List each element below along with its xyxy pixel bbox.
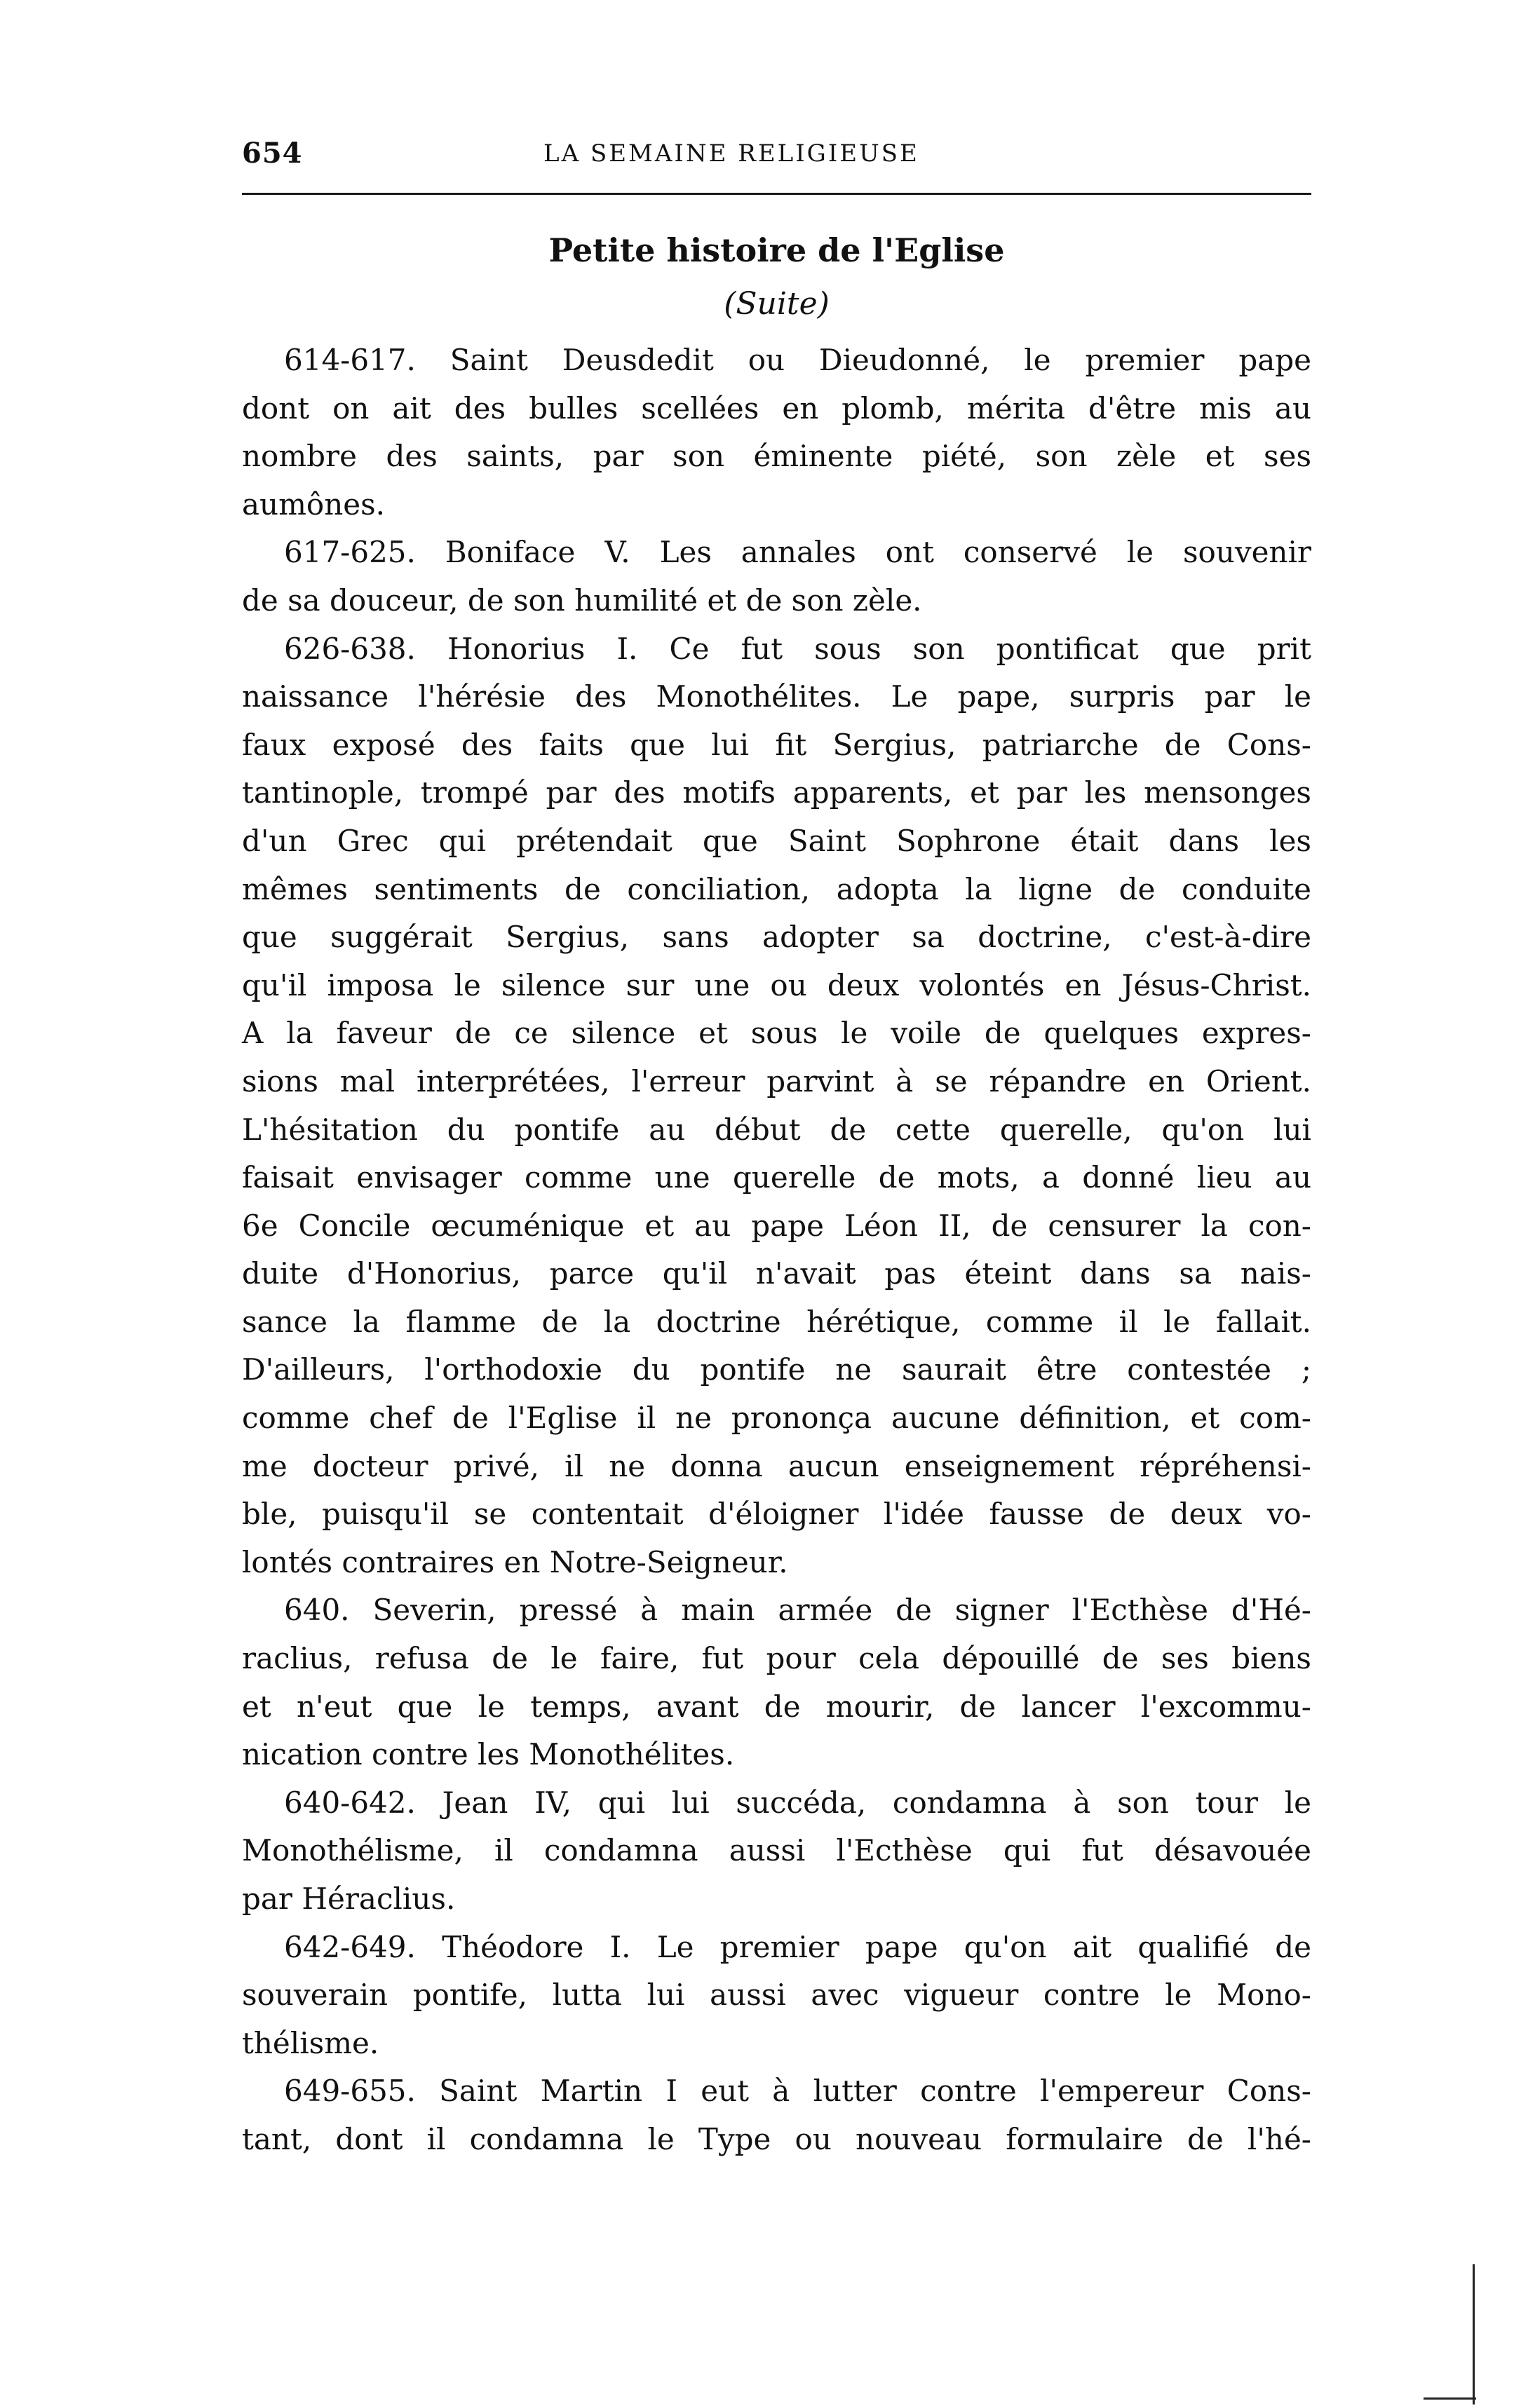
- scan-artifact-mark: [1473, 2264, 1475, 2404]
- text-line: par Héraclius.: [242, 1882, 456, 1916]
- text-line: D'ailleurs, l'orthodoxie du pontife ne saurait être contestée ;: [242, 1352, 1311, 1387]
- page-number: 654: [242, 137, 303, 170]
- text-line: que suggérait Sergius, sans adopter sa doctrine, c'est-à-dire: [242, 920, 1311, 955]
- text-line: raclius, refusa de le faire, fut pour cela dépouillé de ses biens: [242, 1641, 1311, 1676]
- text-line: 642-649. Théodore I. Le premier pape qu'on ait qualifié de: [284, 1929, 1311, 1964]
- body-text: [242, 336, 1311, 2164]
- text-line: ble, puisqu'il se contentait d'éloigner l'idée fausse de deux vo-: [242, 1497, 1311, 1532]
- text-line: dont on ait des bulles scellées en plomb, mérita d'être mis au: [242, 390, 1311, 426]
- text-line: 640-642. Jean IV, qui lui succéda, condamna à son tour le: [284, 1785, 1311, 1820]
- page-header: [242, 137, 1311, 179]
- text-line: de sa douceur, de son humilité et de son zèle.: [242, 583, 922, 618]
- text-line: A la faveur de ce silence et sous le voile de quelques expres-: [242, 1016, 1311, 1051]
- text-line: sions mal interprétées, l'erreur parvint à se répandre en Orient.: [242, 1063, 1311, 1098]
- text-line: d'un Grec qui prétendait que Saint Sophrone était dans les: [242, 823, 1311, 858]
- text-line: 649-655. Saint Martin I eut à lutter contre l'empereur Cons-: [284, 2074, 1311, 2109]
- text-line: qu'il imposa le silence sur une ou deux volontés en Jésus-Christ.: [242, 967, 1311, 1002]
- header-rule: [242, 193, 1311, 195]
- text-line: 6e Concile œcuménique et au pape Léon II, de censurer la con-: [242, 1208, 1311, 1243]
- text-line: faisait envisager comme une querelle de mots, a donné lieu au: [242, 1160, 1311, 1195]
- text-line: nombre des saints, par son éminente piété, son zèle et ses: [242, 439, 1311, 474]
- text-line: thélisme.: [242, 2025, 379, 2060]
- text-line: nication contre les Monothélites.: [242, 1737, 735, 1772]
- text-line: sance la flamme de la doctrine hérétique, comme il le fallait.: [242, 1304, 1311, 1339]
- running-head: LA SEMAINE RELIGIEUSE: [543, 140, 919, 168]
- text-line: naissance l'hérésie des Monothélites. Le pape, surpris par le: [242, 679, 1311, 714]
- text-line: 614-617. Saint Deusdedit ou Dieudonné, le premier pape: [284, 343, 1311, 377]
- text-line: L'hésitation du pontife au début de cette querelle, qu'on lui: [242, 1112, 1311, 1147]
- text-line: faux exposé des faits que lui fit Sergius, patriarche de Cons-: [242, 727, 1311, 762]
- text-line: et n'eut que le temps, avant de mourir, de lancer l'excommu-: [242, 1689, 1311, 1724]
- text-line: comme chef de l'Eglise il ne prononça aucune définition, et com-: [242, 1401, 1311, 1436]
- text-line: souverain pontife, lutta lui aussi avec vigueur contre le Mono-: [242, 1978, 1311, 2013]
- text-line: 617-625. Boniface V. Les annales ont conservé le souvenir: [284, 535, 1311, 570]
- text-line: aumônes.: [242, 487, 386, 522]
- text-line: tantinople, trompé par des motifs apparents, et par les mensonges: [242, 775, 1311, 810]
- text-line: 626-638. Honorius I. Ce fut sous son pontificat que prit: [284, 631, 1311, 666]
- article-subtitle: (Suite): [724, 286, 830, 322]
- text-line: Monothélisme, il condamna aussi l'Ecthèse qui fut désavouée: [242, 1833, 1311, 1868]
- scan-artifact-mark: [1424, 2397, 1476, 2400]
- text-line: me docteur privé, il ne donna aucun enseignement répréhensi-: [242, 1448, 1311, 1483]
- text-line: 640. Severin, pressé à main armée de signer l'Ecthèse d'Hé-: [284, 1593, 1311, 1628]
- text-line: lontés contraires en Notre-Seigneur.: [242, 1544, 788, 1579]
- text-line: tant, dont il condamna le Type ou nouveau formulaire de l'hé-: [242, 2121, 1311, 2156]
- text-line: mêmes sentiments de conciliation, adopta la ligne de conduite: [242, 871, 1311, 906]
- text-line: duite d'Honorius, parce qu'il n'avait pas éteint dans sa nais-: [242, 1256, 1311, 1291]
- article-title: Petite histoire de l'Eglise: [548, 231, 1005, 269]
